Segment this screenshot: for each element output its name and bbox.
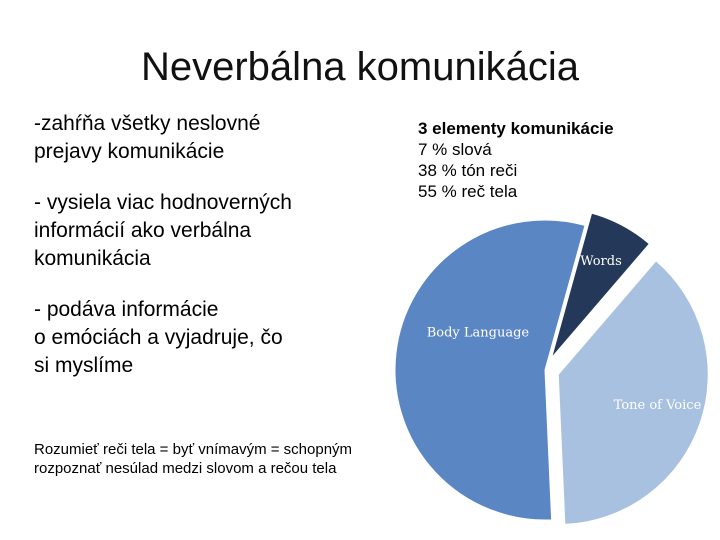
stats-line: 38 % tón reči bbox=[418, 161, 518, 180]
stats-line: 55 % reč tela bbox=[418, 182, 518, 201]
pie-label: Tone of Voice bbox=[613, 397, 702, 413]
pie-label: Words bbox=[580, 253, 622, 269]
stats-line: 7 % slová bbox=[418, 140, 492, 159]
bullet-item: - podáva informácie o emóciách a vyjadruje, čo si myslíme bbox=[34, 298, 283, 377]
footnote: Rozumieť reči tela = byť vnímavým = schopným rozpoznať nesúlad medzi slovom a rečou tela bbox=[34, 441, 353, 477]
pie-label: Body Language bbox=[426, 325, 530, 341]
slide-title: Neverbálna komunikácia bbox=[140, 45, 579, 89]
bullet-item: - vysiela viac hodnoverných informácií ako verbálna komunikácia bbox=[34, 191, 292, 270]
stats-heading: 3 elementy komunikácie bbox=[418, 119, 614, 138]
pie-slice-body-language bbox=[395, 220, 585, 520]
bullet-item: -zahŕňa všetky neslovné prejavy komunikácie bbox=[34, 112, 261, 163]
